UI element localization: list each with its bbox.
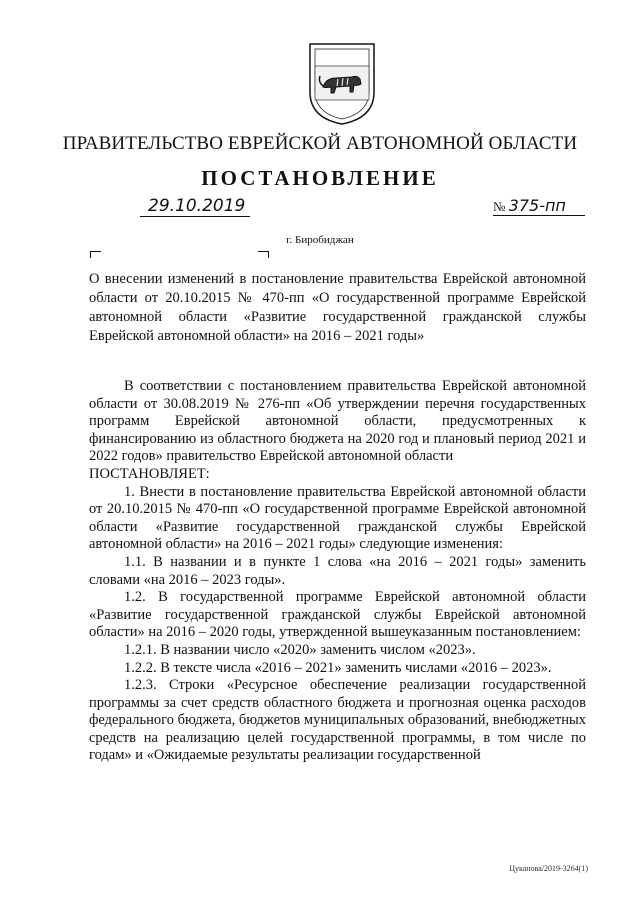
preamble: В соответствии с постановлением правительства Еврейской автономной области от 30.08.2019 № 276-пп «Об утверждении перечня государственных программ Еврейской автономной области, предусмотренных к финансированию из областного бюджета на 2020 год и плановый период 2021 и 2022 годов» правительство Еврейской автономной области bbox=[89, 378, 586, 465]
document-subject: О внесении изменений в постановление правительства Еврейской автономной области от 20.10.2015 № 470-пп «О государственной программе Еврейской автономной области «Развитие государственной гражданской службы Еврейской автономной области» на 2016 – 2021 годы» bbox=[89, 271, 586, 344]
city: г. Биробиджан bbox=[286, 234, 354, 246]
paragraph-1-2-1: 1.2.1. В названии число «2020» заменить числом «2023». bbox=[124, 641, 476, 658]
paragraph-1-2-2: 1.2.2. В тексте числа «2016 – 2021» заменить числами «2016 – 2023». bbox=[124, 659, 552, 676]
document-type: ПОСТАНОВЛЕНИЕ bbox=[201, 166, 439, 190]
document-number bbox=[493, 196, 585, 216]
footer-code: Цуканова/2019-3264(1) bbox=[509, 864, 588, 873]
paragraph-1-2-3: 1.2.3. Строки «Ресурсное обеспечение реализации государственной программы за счет средств областного бюджета и прогнозная оценка расходов федерального бюджета, бюджетов муниципальных образований, внебюджетных средств на реализацию целей государственной программы, в том числе по годам» и «Ожидаемые результаты реализации государственной bbox=[89, 677, 586, 764]
number-prefix: № bbox=[493, 199, 506, 214]
corner-mark-left bbox=[90, 251, 101, 258]
coat-of-arms-icon bbox=[306, 40, 378, 126]
number-value: 375-пп bbox=[508, 196, 566, 215]
resolves-heading: ПОСТАНОВЛЯЕТ: bbox=[89, 465, 210, 482]
corner-mark-right bbox=[258, 251, 269, 258]
paragraph-1-2: 1.2. В государственной программе Еврейской автономной области «Развитие государственной гражданской службы Еврейской автономной области» на 2016 – 2020 годы, утвержденной вышеуказанным постановлением: bbox=[89, 589, 586, 641]
paragraph-1: 1. Внести в постановление правительства Еврейской автономной области от 20.10.2015 № 470-пп «О государственной программе Еврейской автономной области «Развитие государственной гражданской службы Еврейской автономной области» на 2016 – 2021 годы» следующие изменения: bbox=[89, 483, 586, 553]
document-date: 29.10.2019 bbox=[140, 196, 250, 217]
paragraph-1-1: 1.1. В названии и в пункте 1 слова «на 2016 – 2021 годы» заменить словами «на 2016 – 2023 годы». bbox=[89, 553, 586, 588]
government-title: ПРАВИТЕЛЬСТВО ЕВРЕЙСКОЙ АВТОНОМНОЙ ОБЛАСТИ bbox=[62, 133, 578, 154]
document-body bbox=[89, 378, 586, 765]
